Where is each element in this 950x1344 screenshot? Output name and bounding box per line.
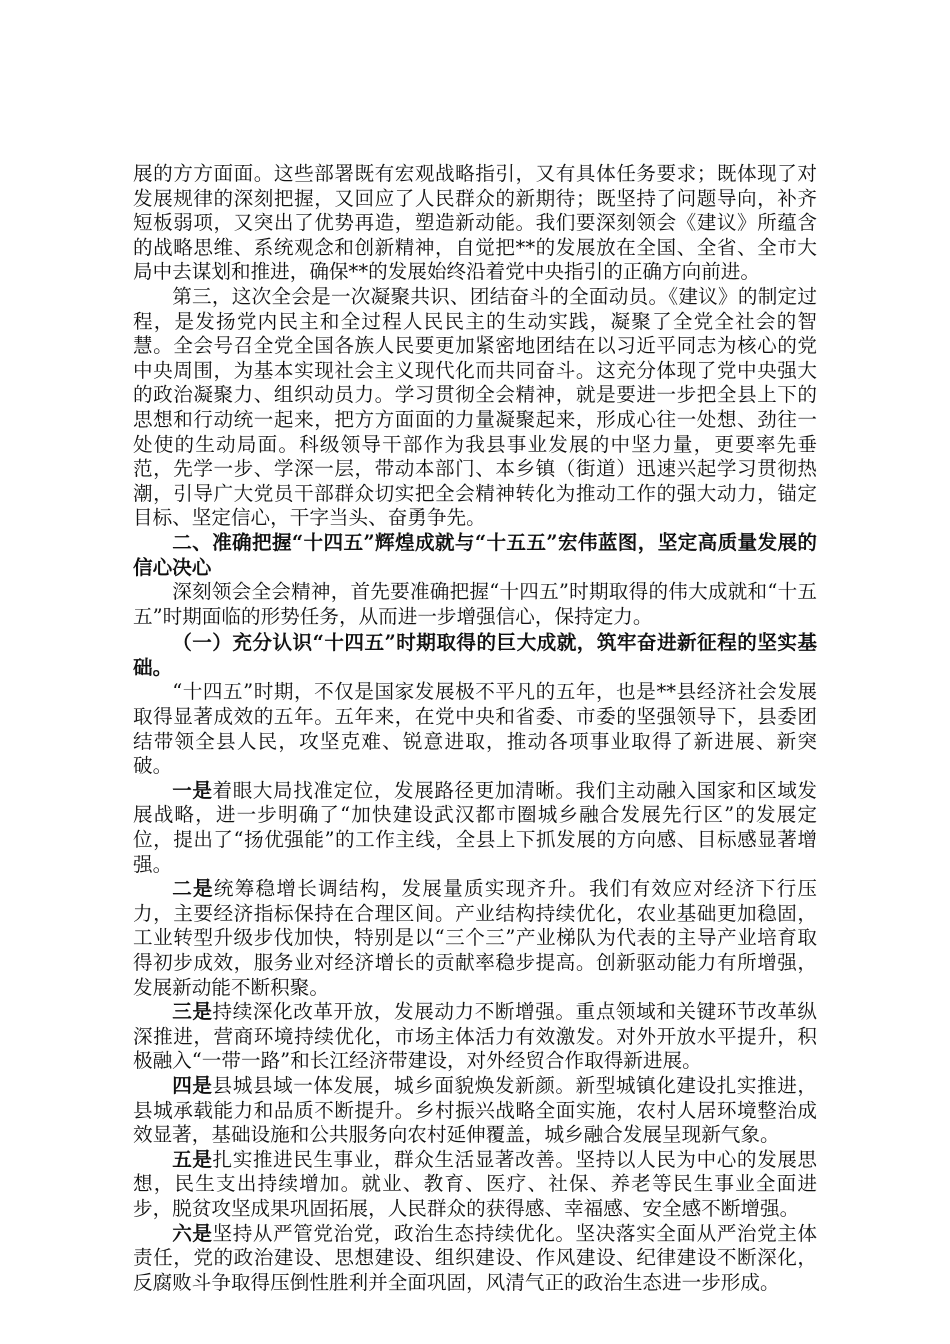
item-text: 统筹稳增长调结构，发展量质实现齐升。我们有效应对经济下行压力，主要经济指标保持在合理区间。产业结构持续优化，农业基础更加稳固，工业转型升级步伐加快，特别是以“三个三”产业梯队为代表的主导产业培育取得初步成效，服务业对经济增长的贡献率稳步提高。创新驱动能力有所增强，发展新动能不断积聚。	[133, 877, 818, 999]
paragraph-continuation: 展的方方面面。这些部署既有宏观战略指引，又有具体任务要求；既体现了对发展规律的深刻把握，又回应了人民群众的新期待；既坚持了问题导向，补齐短板弱项，又突出了优势再造，塑造新动能。我们要深刻领会《建议》所蕴含的战略思维、系统观念和创新精神，自觉把**的发展放在全国、全省、全市大局中去谋划和推进，确保**的发展始终沿着党中央指引的正确方向前进。	[133, 162, 817, 284]
list-item-achievement-4	[133, 1074, 817, 1148]
list-item-achievement-2	[133, 877, 817, 1000]
paragraph-period-overview: “十四五”时期，不仅是国家发展极不平凡的五年，也是**县经济社会发展取得显著成效的五年。五年来，在党中央和省委、市委的坚强领导下，县委团结带领全县人民，攻坚克难、锐意进取，推动各项事业取得了新进展、新突破。	[133, 680, 817, 778]
item-lead: 三是	[172, 1000, 213, 1024]
item-lead: 一是	[172, 778, 213, 802]
list-item-achievement-6	[133, 1222, 817, 1296]
item-text: 扎实推进民生事业，群众生活显著改善。坚持以人民为中心的发展思想，民生支出持续增加。就业、教育、医疗、社保、养老等民生事业全面进步，脱贫攻坚成果巩固拓展，人民群众的获得感、幸福感、安全感不断增强。	[133, 1147, 818, 1220]
item-text: 持续深化改革开放，发展动力不断增强。重点领域和关键环节改革纵深推进，营商环境持续优化，市场主体活力有效激发。对外开放水平提升，积极融入“一带一路”和长江经济带建设，对外经贸合作取得新进展。	[133, 1000, 818, 1073]
subsection-heading-2-1: （一）充分认识“十四五”时期取得的巨大成就，筑牢奋进新征程的坚实基础。	[133, 631, 817, 679]
list-item-achievement-3	[133, 1000, 817, 1074]
paragraph-third-point: 第三，这次全会是一次凝聚共识、团结奋斗的全面动员。《建议》的制定过程，是发扬党内民主和全过程人民民主的生动实践，凝聚了全党全社会的智慧。全会号召全党全国各族人民要更加紧密地团结在以习近平同志为核心的党中央周围，为基本实现社会主义现代化而共同奋斗。这充分体现了党中央强大的政治凝聚力、组织动员力。学习贯彻全会精神，就是要进一步把全县上下的思想和行动统一起来，把方方面面的力量凝聚起来，形成心往一处想、劲往一处使的生动局面。科级领导干部作为我县事业发展的中坚力量，更要率先垂范，先学一步、学深一层，带动本部门、本乡镇（街道）迅速兴起学习贯彻热潮，引导广大党员干部群众切实把全会精神转化为推动工作的强大动力，锚定目标、坚定信心，干字当头、奋勇争先。	[133, 284, 817, 530]
item-text: 县城县域一体发展，城乡面貌焕发新颜。新型城镇化建设扎实推进，县城承载能力和品质不断提升。乡村振兴战略全面实施，农村人居环境整治成效显著，基础设施和公共服务向农村延伸覆盖，城乡融合发展呈现新气象。	[133, 1073, 818, 1147]
item-lead: 六是	[172, 1221, 213, 1245]
section-heading-2: 二、准确把握“十四五”辉煌成就与“十五五”宏伟蓝图，坚定高质量发展的信心决心	[133, 530, 817, 579]
paragraph-section-intro: 深刻领会全会精神，首先要准确把握“十四五”时期取得的伟大成就和“十五五”时期面临的形势任务，从而进一步增强信心，保持定力。	[133, 580, 817, 628]
document-page	[133, 162, 817, 1295]
list-item-achievement-5	[133, 1148, 817, 1222]
item-lead: 五是	[172, 1147, 213, 1171]
item-text: 坚持从严管党治党，政治生态持续优化。坚决落实全面从严治党主体责任，党的政治建设、思想建设、组织建设、作风建设、纪律建设不断深化，反腐败斗争取得压倒性胜利并全面巩固，风清气正的政治生态进一步形成。	[133, 1221, 818, 1294]
item-lead: 四是	[172, 1073, 213, 1097]
item-text: 着眼大局找准定位，发展路径更加清晰。我们主动融入国家和区域发展战略，进一步明确了“加快建设武汉都市圈城乡融合发展先行区”的发展定位，提出了“扬优强能”的工作主线，全县上下抓发展的方向感、目标感显著增强。	[133, 778, 818, 876]
item-lead: 二是	[172, 877, 214, 901]
list-item-achievement-1	[133, 779, 817, 877]
